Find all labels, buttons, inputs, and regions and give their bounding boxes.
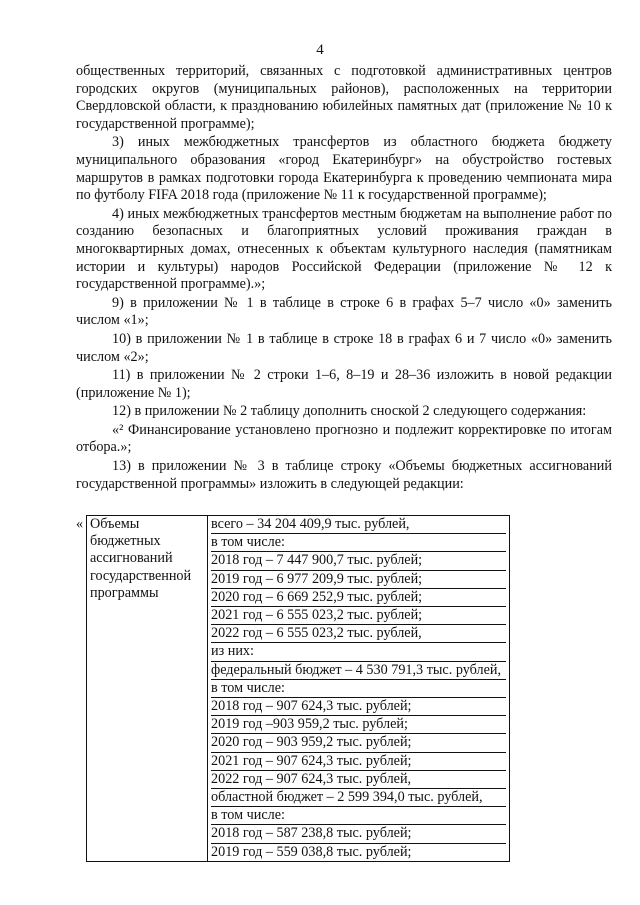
paragraph-item-10: 10) в приложении № 1 в таблице в строке 18 в графах 6 и 7 число «0» заменить числом «2»; bbox=[76, 330, 612, 365]
table-line: 2020 год – 903 959,2 тыс. рублей; bbox=[211, 734, 506, 752]
paragraph-item-12: 12) в приложении № 2 таблицу дополнить сноской 2 следующего содержания: bbox=[112, 403, 587, 420]
table-line: 2022 год – 6 555 023,2 тыс. рублей, bbox=[211, 625, 506, 643]
table-line: всего – 34 204 409,9 тыс. рублей, bbox=[211, 516, 506, 534]
table-line: из них: bbox=[211, 643, 506, 661]
table-line: в том числе: bbox=[211, 680, 506, 698]
table-line: областной бюджет – 2 599 394,0 тыс. рублей, bbox=[211, 789, 506, 807]
table-line: 2019 год – 559 038,8 тыс. рублей; bbox=[211, 843, 412, 860]
budget-table bbox=[86, 515, 510, 862]
table-line: 2019 год –903 959,2 тыс. рублей; bbox=[211, 716, 506, 734]
open-quote-mark: « bbox=[76, 516, 84, 532]
table-line: федеральный бюджет – 4 530 791,3 тыс. рублей, bbox=[211, 662, 506, 680]
table-line: 2018 год – 7 447 900,7 тыс. рублей; bbox=[211, 552, 506, 570]
table-line: 2018 год – 587 238,8 тыс. рублей; bbox=[211, 825, 506, 843]
table-line: 2022 год – 907 624,3 тыс. рублей, bbox=[211, 771, 506, 789]
table-line: 2021 год – 907 624,3 тыс. рублей; bbox=[211, 753, 506, 771]
table-line: в том числе: bbox=[211, 534, 506, 552]
table-right-cell bbox=[208, 516, 510, 862]
table-line: 2020 год – 6 669 252,9 тыс. рублей; bbox=[211, 589, 506, 607]
paragraph-item-3: 3) иных межбюджетных трансфертов из областного бюджета бюджету муниципального образования «город Екатеринбург» на обустройство гостевых маршрутов в рамках подготовки города Екатеринбурга к проведению чемпионата мира по футболу FIFA 2018 года (приложение № 11 к государственной программе); bbox=[76, 134, 612, 204]
document-body bbox=[76, 63, 612, 494]
table-line: 2018 год – 907 624,3 тыс. рублей; bbox=[211, 698, 506, 716]
paragraph-continuation: общественных территорий, связанных с подготовкой административных центров городских округов (муниципальных районов), расположенных на территории Свердловской области, к празднованию юбилейных памятных дат (приложение № 10 к государственной программе); bbox=[76, 63, 612, 132]
table-left-cell: Объемы бюджетных ассигнований государственной программы bbox=[87, 516, 208, 862]
paragraph-item-13: 13) в приложении № 3 в таблице строку «Объемы бюджетных ассигнований государственной программы» изложить в следующей редакции: bbox=[76, 458, 612, 492]
footnote-text: «² Финансирование установлено прогнозно и подлежит корректировке по итогам отбора.»; bbox=[76, 421, 612, 456]
table-line: в том числе: bbox=[211, 807, 506, 825]
paragraph-item-4: 4) иных межбюджетных трансфертов местным бюджетам на выполнение работ по созданию безопасных и благоприятных условий проживания граждан в многоквартирных домах, отнесенных к объектам культурного наследия (памятникам истории и культуры) народов Российской Федерации (приложение № 12 к государственной программе).»; bbox=[76, 205, 612, 293]
table-line: 2021 год – 6 555 023,2 тыс. рублей; bbox=[211, 607, 506, 625]
table-row bbox=[87, 516, 510, 862]
table-line: 2019 год – 6 977 209,9 тыс. рублей; bbox=[211, 571, 506, 589]
paragraph-item-9: 9) в приложении № 1 в таблице в строке 6 в графах 5–7 число «0» заменить числом «1»; bbox=[76, 294, 612, 329]
page-number: 4 bbox=[316, 42, 324, 58]
paragraph-item-11: 11) в приложении № 2 строки 1–6, 8–19 и 28–36 изложить в новой редакции (приложение № 1); bbox=[76, 367, 612, 401]
